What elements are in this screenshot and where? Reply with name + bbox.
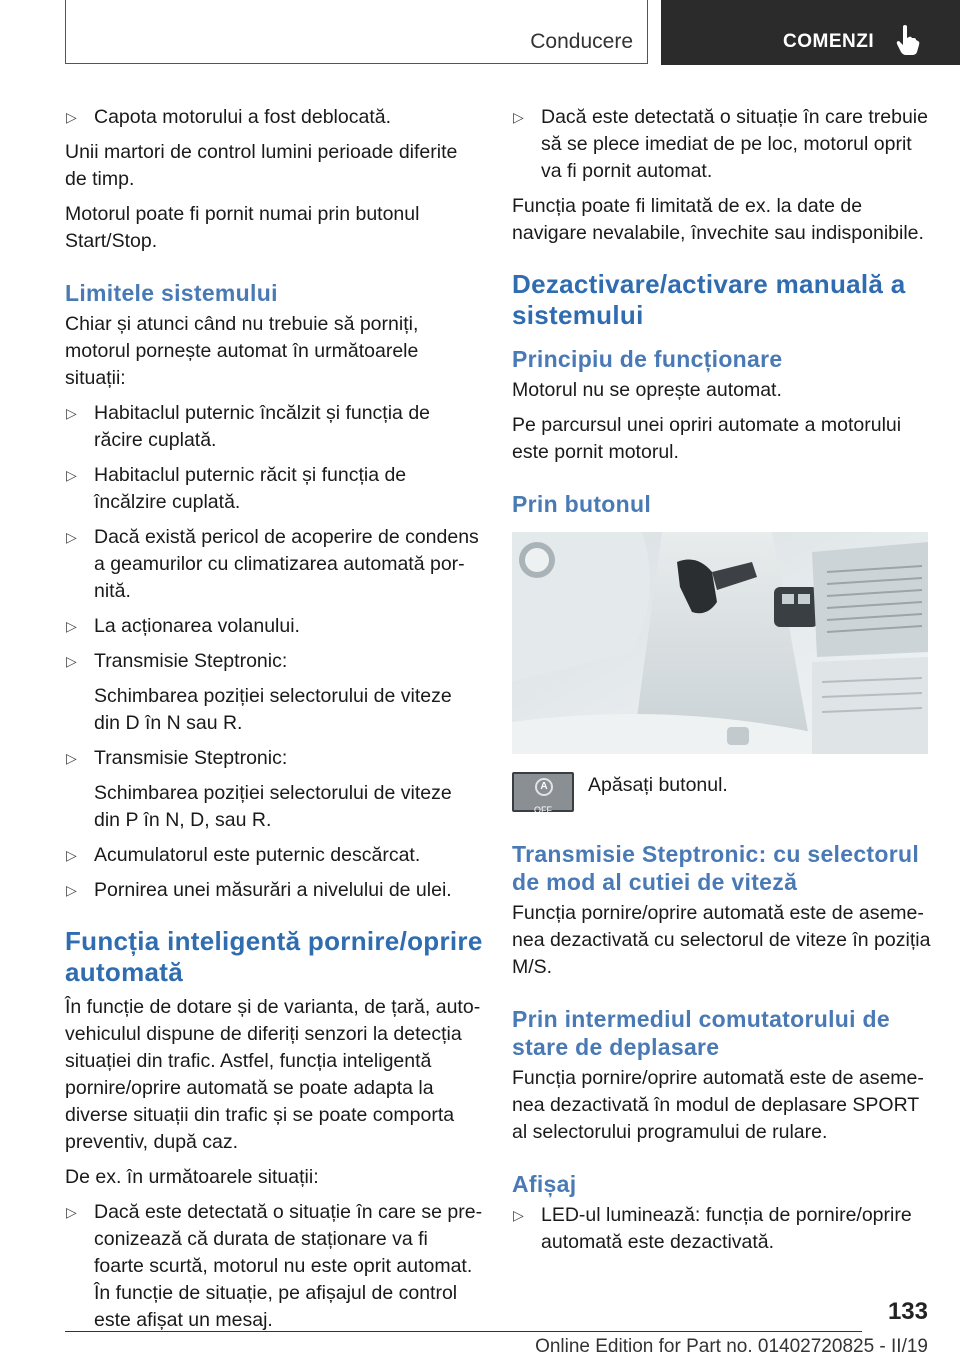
triangle-bullet-icon: ▷ xyxy=(66,653,77,669)
button-instruction xyxy=(512,772,932,816)
footer-text: Online Edition for Part no. 01402720825 - II/19 xyxy=(535,1336,928,1357)
paragraph: Funcția poate fi limitată de ex. la date de navigare nevalabile, învechite sau indisponibile. xyxy=(512,195,924,244)
paragraph: Funcția pornire/oprire automată este de asemenea dezactivată în modul de deplasare SPORT al selectorului programului de rulare. xyxy=(512,1067,924,1143)
auto-a-icon: A xyxy=(535,778,553,796)
triangle-bullet-icon: ▷ xyxy=(66,405,77,421)
paragraph: Motorul nu se oprește automat. xyxy=(512,379,782,401)
paragraph: Unii martori de control lumini perioade diferite de timp. xyxy=(65,141,458,190)
heading-smart-start-stop: Funcția inteligentă pornire/oprire automată xyxy=(65,926,483,987)
heading-manual-deactivation: Dezactivare/activare manuală a sistemului xyxy=(512,269,906,330)
list-item: ▷ Pornirea unei măsurări a nivelului de ulei. xyxy=(65,877,483,904)
list-item: ▷ Transmisie Steptronic: Schimbarea poziției selectorului de viteze din P în N, D, sau R. xyxy=(65,745,483,834)
off-label: OFF xyxy=(534,805,552,815)
heading-driving-switch: Prin intermediul comutatorului de stare de deplasare xyxy=(512,1006,890,1060)
chapter-title: COMENZI xyxy=(783,31,875,52)
triangle-bullet-icon: ▷ xyxy=(66,529,77,545)
right-column xyxy=(512,104,932,1264)
heading-steptronic: Transmisie Steptronic: cu selectorul de mod al cutiei de viteză xyxy=(512,841,920,895)
paragraph: Chiar și atunci când nu trebuie să porniți, motorul pornește automat în următoarele situații: xyxy=(65,313,419,389)
paragraph: De ex. în următoarele situații: xyxy=(65,1166,319,1188)
triangle-bullet-icon: ▷ xyxy=(66,618,77,634)
page-number: 133 xyxy=(887,1298,928,1325)
footer-divider xyxy=(65,1331,862,1332)
dashboard-illustration xyxy=(512,532,928,754)
heading-by-button: Prin butonul xyxy=(512,491,652,517)
press-button-text: Apăsați butonul. xyxy=(588,774,728,796)
hand-pointer-icon xyxy=(895,24,921,56)
list-item-detail: Schimbarea poziției selectorului de viteze din D în N sau R. xyxy=(94,685,452,734)
triangle-bullet-icon: ▷ xyxy=(66,882,77,898)
list-item: ▷ La acționarea volanului. xyxy=(65,613,483,640)
list-item: ▷ Capota motorului a fost deblocată. xyxy=(65,104,483,131)
paragraph: Pe parcursul unei opriri automate a motorului este pornit motorul. xyxy=(512,414,902,463)
heading-display: Afișaj xyxy=(512,1171,577,1197)
paragraph: Funcția pornire/oprire automată este de asemenea dezactivată cu selectorul de viteze în poziția M/S. xyxy=(512,902,931,978)
section-tab xyxy=(65,0,648,64)
list-item: ▷ Habitaclul puternic încălzit și funcția de răcire cuplată. xyxy=(66,402,431,451)
triangle-bullet-icon: ▷ xyxy=(513,1207,524,1223)
list-item: ▷ Habitaclul puternic răcit și funcția de încălzire cuplată. xyxy=(66,464,407,513)
chapter-tab xyxy=(661,0,960,65)
paragraph: Motorul poate fi pornit numai prin butonul Start/Stop. xyxy=(65,203,420,252)
list-item: ▷ LED-ul luminează: funcția de pornire/oprire automată este dezactivată. xyxy=(513,1204,912,1253)
list-item-detail: Schimbarea poziției selectorului de viteze din P în N, D, sau R. xyxy=(94,782,452,831)
left-column xyxy=(65,104,483,1342)
auto-start-stop-off-button[interactable] xyxy=(512,772,574,815)
triangle-bullet-icon: ▷ xyxy=(66,467,77,483)
list-item: ▷ Dacă există pericol de acoperire de condens a geamurilor cu climatizarea automată pornită. xyxy=(66,526,479,602)
triangle-bullet-icon: ▷ xyxy=(66,750,77,766)
triangle-bullet-icon: ▷ xyxy=(66,1204,77,1220)
heading-principle: Principiu de funcționare xyxy=(512,346,783,372)
page-header xyxy=(0,0,960,66)
heading-limits: Limitele sistemului xyxy=(65,280,278,306)
triangle-bullet-icon: ▷ xyxy=(513,109,524,125)
paragraph: În funcție de dotare și de varianta, de țară, autovehiculul dispune de diferiți senzori la detecția situației din trafic. Astfel, funcția inteligentă pornire/oprire automată se poate adapta la diverse situații din trafic și se poate comporta preventiv, după caz. xyxy=(65,996,481,1153)
section-title: Conducere xyxy=(530,30,633,53)
list-item: ▷ Dacă este detectată o situație în care se preconizează că durata de staționare va fi foarte scurtă, motorul nu este oprit automat. În funcție de situație, pe afișajul de control este afișat un mesaj. xyxy=(66,1201,483,1331)
list-item: ▷ Acumulatorul este puternic descărcat. xyxy=(65,842,483,869)
triangle-bullet-icon: ▷ xyxy=(66,847,77,863)
list-item: ▷ Transmisie Steptronic: Schimbarea poziției selectorului de viteze din D în N sau R. xyxy=(65,648,483,737)
triangle-bullet-icon: ▷ xyxy=(66,109,77,125)
list-item: ▷ Dacă este detectată o situație în care trebuie să se plece imediat de pe loc, motorul oprit va fi pornit automat. xyxy=(513,106,928,182)
dashboard-photo xyxy=(512,532,928,754)
